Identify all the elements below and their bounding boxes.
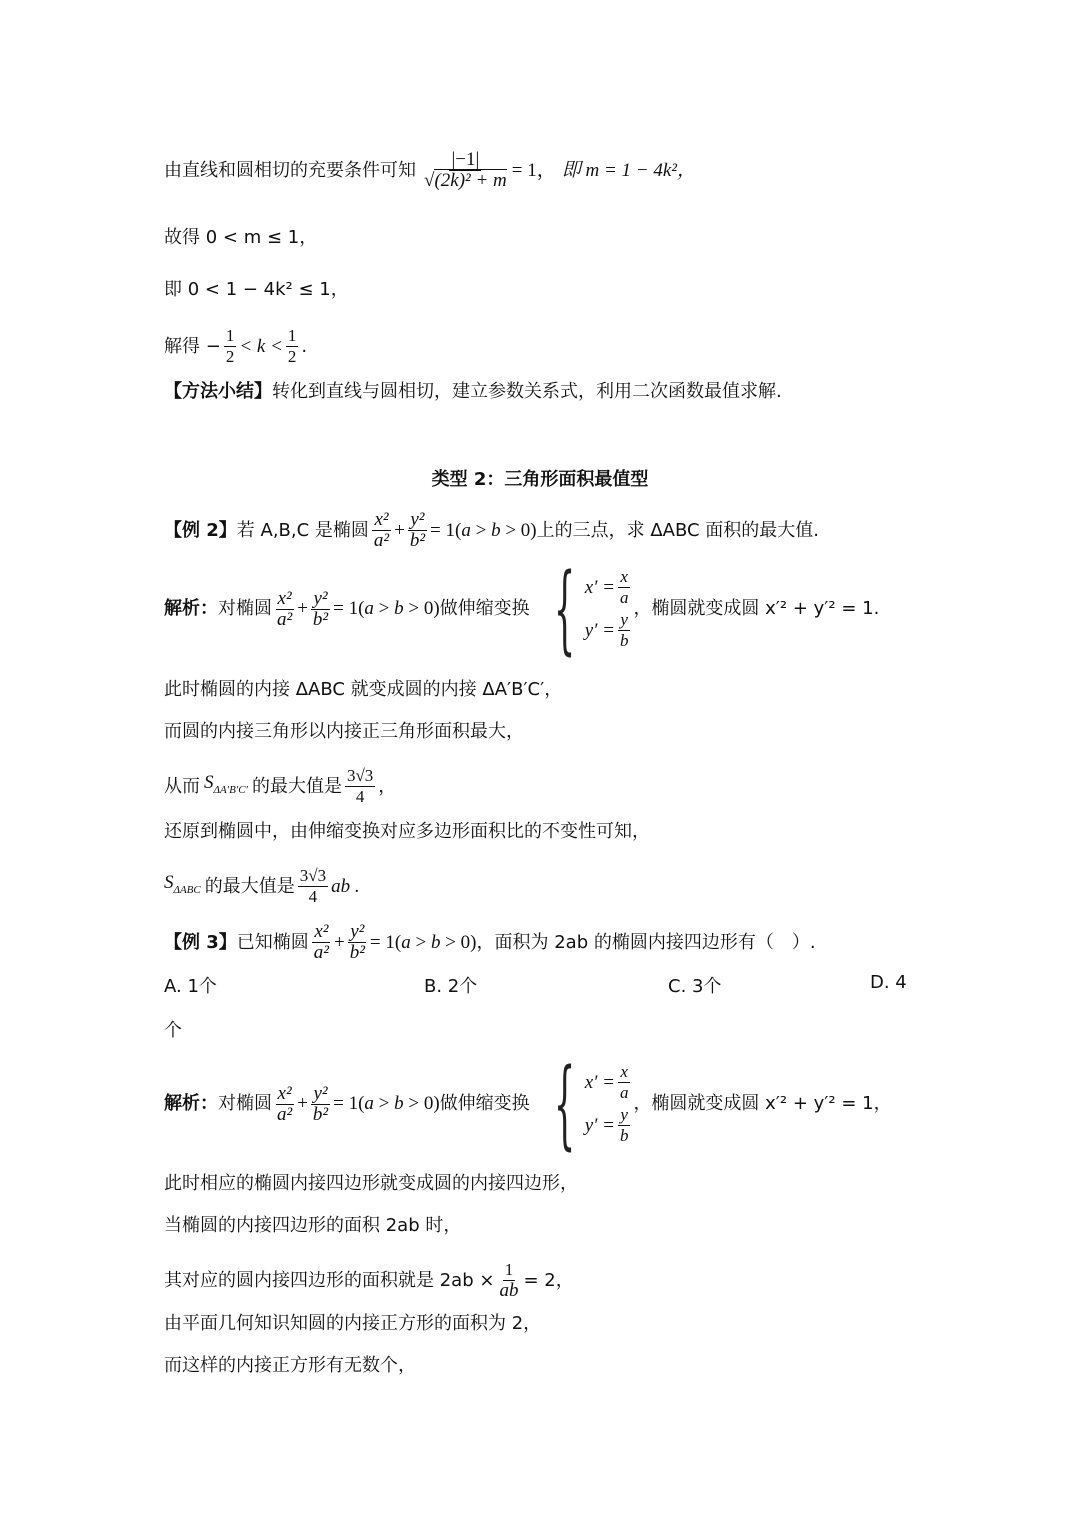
example-2: 【例 2】 若 A,B,C 是椭圆 $\frac{\text{x²}}{\text{a²}}$ + $\frac{\text{y²}}{\text{b²}}$ = 1(a > b > 0) 上的三点，求 ΔABC 面积的最大值.	[164, 509, 820, 551]
tangent-condition-line: 由直线和圆相切的充要条件可知 $\frac{|-1|}{\text{√(2k)² + m}}$ = 1， 即 m = 1 − 4k²，	[164, 149, 696, 191]
solution-3-line4: 其对应的圆内接四边形的面积就是 2ab × $\frac{1}{ab}$ = 2，	[164, 1260, 574, 1301]
line-solve-k: 解得 − $\frac{1}{2}$ < k < $\frac{1}{2}$ .	[164, 326, 308, 366]
example-3: 【例 3】 已知椭圆 $\frac{\text{x²}}{\text{a²}}$ + $\frac{\text{y²}}{\text{b²}}$ = 1(a > b > 0) ，面积为 2ab 的椭圆内接四边形有（ ）.	[164, 921, 816, 963]
solution-3-line2: 此时相应的椭圆内接四边形就变成圆的内接四边形，	[164, 1173, 578, 1194]
ellipse-x-term: $\frac{\text{x²}}{\text{a²}}$	[373, 509, 390, 551]
solution-3-transform: 解析： 对椭圆 $\frac{\text{x²}}{\text{a²}}$ + $\frac{\text{y²}}{\text{b²}}$ = 1(a > b > 0) 做伸缩变换 { x′ = $\frac{x}{a}$ y′ = $\frac{y}{b}$ ，椭圆就变成圆 x′² + y′² = 1，	[164, 1048, 892, 1160]
fraction-3root3-over-4: $\frac{3√3}{4}$	[299, 866, 327, 906]
fraction-half: $\frac{1}{2}$	[287, 326, 297, 366]
solution-2-line6: $S_{\Delta ABC}$ 的最大值是 $\frac{3√3}{4}$ ab .	[164, 866, 360, 906]
solution-3-line5: 由平面几何知识知圆的内接正方形的面积为 2，	[164, 1313, 542, 1334]
fraction-3root3-over-4: $\frac{3√3}{4}$	[346, 766, 374, 806]
tangent-fraction: $\frac{|-1|}{\text{√(2k)² + m}}$	[424, 149, 507, 191]
option-b: B. 2个	[424, 976, 478, 997]
section-heading: 类型 2：三角形面积最值型	[431, 469, 649, 490]
solution-2-line3: 而圆的内接三角形以内接正三角形面积最大，	[164, 721, 524, 742]
solution-2-line5: 还原到椭圆中，由伸缩变换对应多边形面积比的不变性可知，	[164, 821, 650, 842]
fraction-1-over-ab: $\frac{1}{ab}$	[499, 1260, 519, 1301]
line-range-m: 故得 0 < m ≤ 1，	[164, 227, 318, 248]
line-range-k-squared: 即 0 < 1 − 4k² ≤ 1，	[164, 279, 349, 300]
option-a: A. 1个	[164, 976, 217, 997]
solution-2-transform: 解析： 对椭圆 $\frac{\text{x²}}{\text{a²}}$ + $\frac{\text{y²}}{\text{b²}}$ = 1(a > b > 0) 做伸缩变换 { x′ = $\frac{x}{a}$ y′ = $\frac{y}{b}$ ，椭圆就变成圆 x′² + y′² = 1.	[164, 553, 880, 665]
solution-2-line4: 从而 $S_{\Delta A'B'C'}$ 的最大值是 $\frac{3√3}{4}$ ，	[164, 766, 397, 806]
fraction-half: $\frac{1}{2}$	[225, 326, 235, 366]
solution-3-line6: 而这样的内接正方形有无数个，	[164, 1355, 416, 1376]
solution-3-line3: 当椭圆的内接四边形的面积 2ab 时，	[164, 1215, 462, 1236]
transform-system: { x′ = $\frac{x}{a}$ y′ = $\frac{y}{b}$	[553, 1048, 629, 1160]
transform-system: { x′ = $\frac{x}{a}$ y′ = $\frac{y}{b}$	[553, 553, 629, 665]
option-d-wrap: 个	[164, 1020, 182, 1041]
option-c: C. 3个	[668, 976, 722, 997]
ellipse-y-term: $\frac{\text{y²}}{\text{b²}}$	[409, 509, 426, 551]
method-summary: 【方法小结】 转化到直线与圆相切，建立参数关系式，利用二次函数最值求解.	[164, 381, 782, 402]
solution-2-line2: 此时椭圆的内接 ΔABC 就变成圆的内接 ΔA′B′C′，	[164, 679, 563, 700]
option-d: D. 4	[870, 972, 907, 993]
